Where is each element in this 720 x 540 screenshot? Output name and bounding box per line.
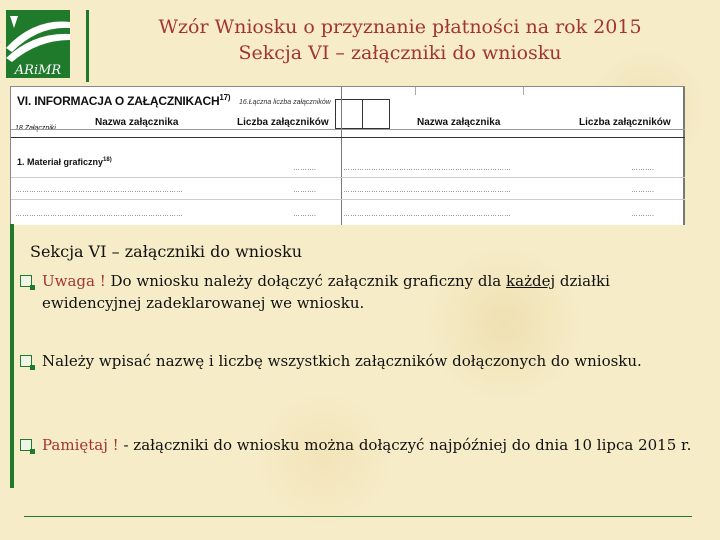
bullet-text-3 (42, 434, 700, 456)
arimr-logo-graphic (4, 8, 84, 80)
form-right-border (683, 87, 685, 225)
section-heading: Sekcja VI – załączniki do wniosku (30, 242, 303, 261)
column-divider (341, 87, 342, 225)
header-rule (11, 137, 685, 138)
bullet-text-segment: - załączniki do wniosku można dołączyć najpóźniej do dnia 10 lipca 2015 r. (118, 436, 692, 454)
form-heading-sup: 17) (219, 93, 231, 102)
form-section-heading (17, 93, 230, 108)
bullet-square-icon (20, 355, 32, 367)
digit-box (335, 99, 363, 129)
count-cell: ………. (631, 187, 654, 194)
bullet-text-2: Należy wpisać nazwę i liczbę wszystkich załączników dołączonych do wniosku. (42, 352, 642, 370)
count-cell: ………. (293, 211, 316, 218)
bullet-text-segment: Do wniosku należy dołączyć załącznik graficzny dla (105, 272, 507, 290)
digit-box (362, 99, 390, 129)
count-cell: ………. (293, 187, 316, 194)
name-cell: ……………………………………………………………… (15, 211, 183, 218)
total-attachments-label: 16.Łączna liczba załączników (239, 99, 331, 106)
top-tick (523, 87, 524, 95)
name-cell: ……………………………………………………………… (15, 187, 183, 194)
first-attachment-name (17, 157, 112, 167)
form-excerpt (10, 86, 685, 225)
count-cell: ………. (631, 211, 654, 218)
count-cell: ………. (293, 165, 316, 172)
name-cell: ……………………………………………………………… (343, 211, 511, 218)
arimr-logo (4, 8, 84, 80)
name-cell: ……………………………………………………………… (343, 165, 511, 172)
bullet-square-icon (20, 275, 32, 287)
bullet-item-3 (20, 434, 700, 456)
bullet-item-1 (20, 270, 700, 314)
first-attachment-sup: 18) (103, 157, 112, 163)
logo-divider (86, 10, 89, 82)
emphasis-label: Uwaga ! (42, 272, 106, 290)
title-line-1: Wzór Wniosku o przyznanie płatności na rok 2015 (158, 16, 642, 38)
col-header-name-left: Nazwa załącznika (95, 117, 179, 128)
footer-rule (24, 516, 692, 517)
top-tick (415, 87, 416, 95)
row-separator (11, 177, 685, 178)
logo-text: ARiMR (14, 63, 62, 78)
emphasis-label: Pamiętaj ! (42, 436, 119, 454)
bullet-item-2 (20, 350, 700, 372)
content-box (10, 224, 712, 488)
name-cell: ……………………………………………………………… (343, 187, 511, 194)
first-attachment-text: 1. Materiał graficzny (17, 157, 104, 167)
form-heading-text: VI. INFORMACJA O ZAŁĄCZNIKACH (17, 94, 220, 108)
bullet-text-segment: działki ewidencyjnej zadeklarowanej we wniosku. (42, 272, 610, 312)
bullet-square-icon (20, 439, 32, 451)
title-line-2: Sekcja VI – załączniki do wniosku (238, 42, 562, 64)
row-separator (11, 199, 685, 200)
page-title (100, 14, 700, 66)
header-rule-thin (11, 129, 685, 130)
bullet-text-1 (42, 270, 700, 314)
col-header-count-right: Liczba załączników (579, 117, 671, 128)
col-header-count-left: Liczba załączników (237, 117, 329, 128)
underlined-word: każdej (506, 272, 556, 290)
count-cell: ………. (631, 165, 654, 172)
col-header-name-right: Nazwa załącznika (417, 117, 501, 128)
